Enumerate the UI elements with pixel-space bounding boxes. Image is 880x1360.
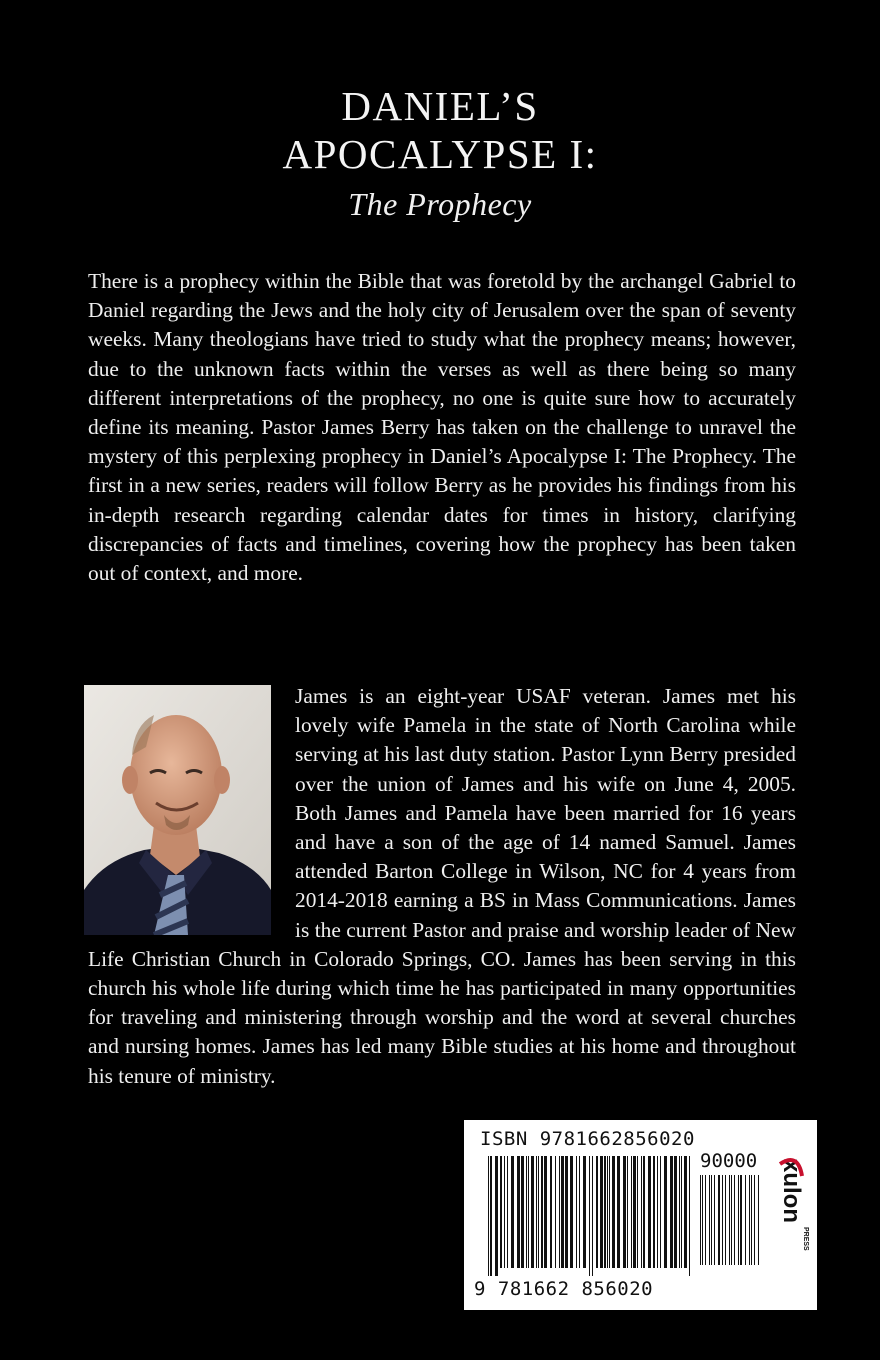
price-barcode (700, 1175, 762, 1265)
book-subtitle: The Prophecy (348, 186, 532, 222)
barcode-bar (526, 1156, 527, 1268)
barcode-bar (657, 1156, 658, 1268)
barcode-bar (528, 1156, 529, 1268)
logo-subtext: PRESS (802, 1227, 809, 1251)
barcode-bar (738, 1175, 739, 1265)
barcode-bar (604, 1156, 606, 1268)
barcode-bar (541, 1156, 543, 1268)
barcode-bar (507, 1156, 508, 1268)
barcode-bar (583, 1156, 586, 1268)
barcode-bar (684, 1156, 687, 1268)
barcode-bar (500, 1156, 502, 1268)
barcode-bar (754, 1175, 755, 1265)
barcode-bar (623, 1156, 626, 1268)
book-blurb: There is a prophecy within the Bible that was foretold by the archangel Gabriel to Daniel regarding the Jews and the holy city of Jerusalem over the span of seventy weeks. Many theologians have tried to study what the prophecy means; however, due to the unknown facts within the verses as well as there being so many different interpretations of the prophecy, no one is quite sure how to accurately define its meaning. Pastor James Berry has taken on the challenge to unravel the mystery of this perplexing prophecy in Daniel’s Apocalypse I: The Prophecy. The first in a new series, readers will follow Berry as he provides his findings from his in-depth research regarding calendar dates for times in history, clarifying discrepancies of facts and timelines, covering how the prophecy has been taken out of context, and more. (88, 269, 796, 586)
price-code: 90000 (700, 1150, 758, 1172)
barcode-bar (517, 1156, 520, 1268)
barcode-bar (607, 1156, 608, 1268)
barcode-bar (745, 1175, 746, 1265)
title-line-2: APOCALYPSE I: (282, 131, 598, 177)
author-bio: James is an eight-year USAF veteran. James met his lovely wife Pamela in the state of North Carolina while serving at his last duty station. Pastor Lynn Berry presided over the union of James and his wife on June 4, 2005. Both James and Pamela have been married for 16 years and have a son of the age of 14 named Samuel. James attended Barton College in Wilson, NC for 4 years from 2014-2018 earning a BS in Mass Communications. James is the current Pastor and praise and worship leader of New Life Christian Church in Colorado Springs, CO. James has been serving in this church his whole life during which time he has participated in many opportunities for traveling and ministering through worship and the word at several churches and nursing homes. James has led many Bible studies at his home and throughout his tenure of ministry. (88, 684, 796, 1088)
barcode-bar (722, 1175, 723, 1265)
isbn-label: ISBN 9781662856020 (480, 1128, 695, 1150)
barcode-bar (490, 1156, 492, 1276)
barcode-bar (589, 1156, 590, 1276)
barcode-bar (612, 1156, 615, 1268)
barcode-panel (464, 1120, 817, 1310)
barcode-bar (702, 1175, 703, 1265)
barcode-bar (653, 1156, 655, 1268)
barcode-bar (729, 1175, 730, 1265)
barcode-bar (731, 1175, 732, 1265)
barcode-bar (734, 1175, 735, 1265)
title-line-1: DANIEL’S (341, 83, 539, 129)
barcode-bar (488, 1156, 489, 1276)
barcode-bar (749, 1175, 750, 1265)
barcode-bar (660, 1156, 661, 1268)
barcode-bar (670, 1156, 673, 1268)
barcode-bar (718, 1175, 720, 1265)
barcode-bar (740, 1175, 742, 1265)
barcode-bar (714, 1175, 715, 1265)
barcode-bar (758, 1175, 759, 1265)
barcode-bar (725, 1175, 726, 1265)
isbn-digits: 9 781662 856020 (474, 1278, 654, 1300)
barcode-bar (559, 1156, 560, 1268)
xulon-press-logo (772, 1150, 812, 1260)
barcode-bar (550, 1156, 552, 1268)
barcode-bar (538, 1156, 539, 1268)
barcode-bar (664, 1156, 667, 1268)
barcode-bar (511, 1156, 514, 1268)
barcode-bar (576, 1156, 577, 1268)
barcode-bar (531, 1156, 534, 1268)
barcode-bar (679, 1156, 680, 1268)
barcode-bar (709, 1175, 710, 1265)
barcode-bar (631, 1156, 632, 1268)
barcode-bar (700, 1175, 701, 1265)
barcode-bar (751, 1175, 752, 1265)
barcode-bar (600, 1156, 603, 1268)
barcode-bar (617, 1156, 620, 1268)
logo-wordmark: xulon (778, 1159, 805, 1223)
barcode-bar (643, 1156, 645, 1268)
barcode-bar (570, 1156, 573, 1268)
barcode-bar (711, 1175, 712, 1265)
barcode-bar (565, 1156, 568, 1268)
barcode-bar (596, 1156, 598, 1268)
book-title (0, 82, 880, 178)
photo-spacer (88, 682, 295, 944)
barcode-bar (641, 1156, 642, 1268)
barcode-bar (674, 1156, 677, 1268)
barcode-bar (495, 1156, 498, 1276)
barcode-bar (555, 1156, 556, 1268)
barcode-bar (648, 1156, 651, 1268)
barcode-bar (609, 1156, 610, 1268)
barcode-bar (627, 1156, 628, 1268)
barcode-bar (681, 1156, 682, 1268)
barcode-bar (561, 1156, 564, 1268)
barcode-bar (592, 1156, 593, 1276)
barcode-bar (544, 1156, 547, 1268)
barcode-bar (504, 1156, 505, 1268)
barcode-bar (579, 1156, 580, 1268)
author-bio-block (88, 682, 796, 1091)
barcode-bar (637, 1156, 638, 1268)
barcode-bar (521, 1156, 524, 1268)
barcode-bar (705, 1175, 706, 1265)
barcode-bar (633, 1156, 636, 1268)
barcode-bar (536, 1156, 537, 1268)
barcode-bar (689, 1156, 690, 1276)
isbn-barcode (488, 1156, 693, 1276)
